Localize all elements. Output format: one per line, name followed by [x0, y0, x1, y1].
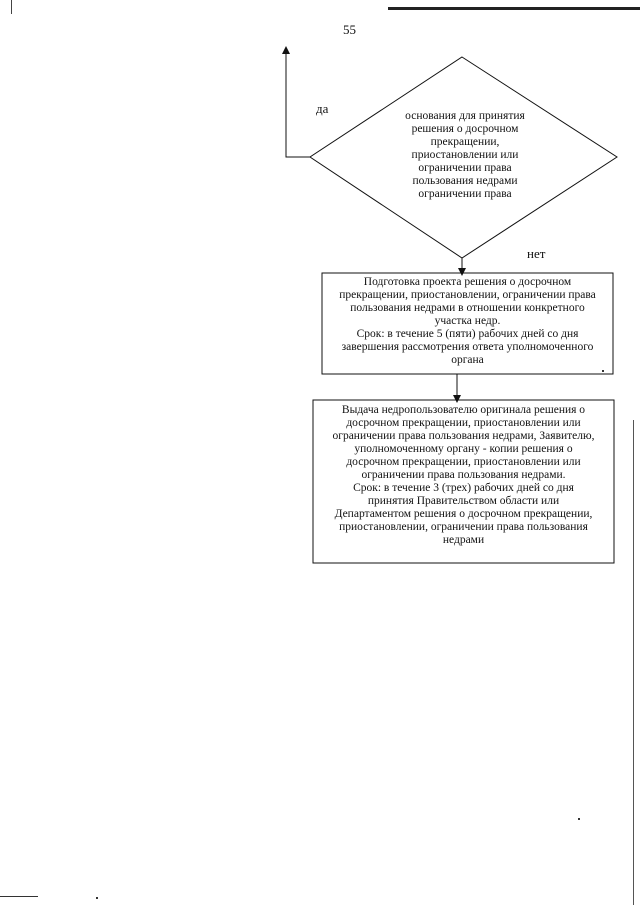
decision-text: основания для принятия решения о досрочном прекращении, приостановлении или ограничении права пользования недрами ограничении права — [405, 110, 525, 200]
yes-branch-arrow — [286, 50, 310, 157]
page-number: 55 — [343, 22, 356, 37]
process-prepare-text: Подготовка проекта решения о досрочном прекращении, приостановлении, ограничении права пользования недрами в отношении конкретного участка недр. Срок: в течение 5 (пяти) рабочих дней со дня завершения рассмотрения ответа уполномоченного органа — [339, 276, 596, 366]
no-label: нет — [527, 246, 546, 261]
yes-label: да — [316, 101, 329, 116]
process-issue-text: Выдача недропользователю оригинала решения о досрочном прекращении, приостановлении или ограничении права пользования недрами, Заявителю, уполномоченному органу - копии решения о досрочном прекращении, приостановлении или ограничении права пользования недрами. Срок: в течение 3 (трех) рабочих дней со дня принятия Правительством области или Департаментом решения о досрочном прекращении, приостановлении, ограничении права пользования недрами — [332, 404, 595, 546]
